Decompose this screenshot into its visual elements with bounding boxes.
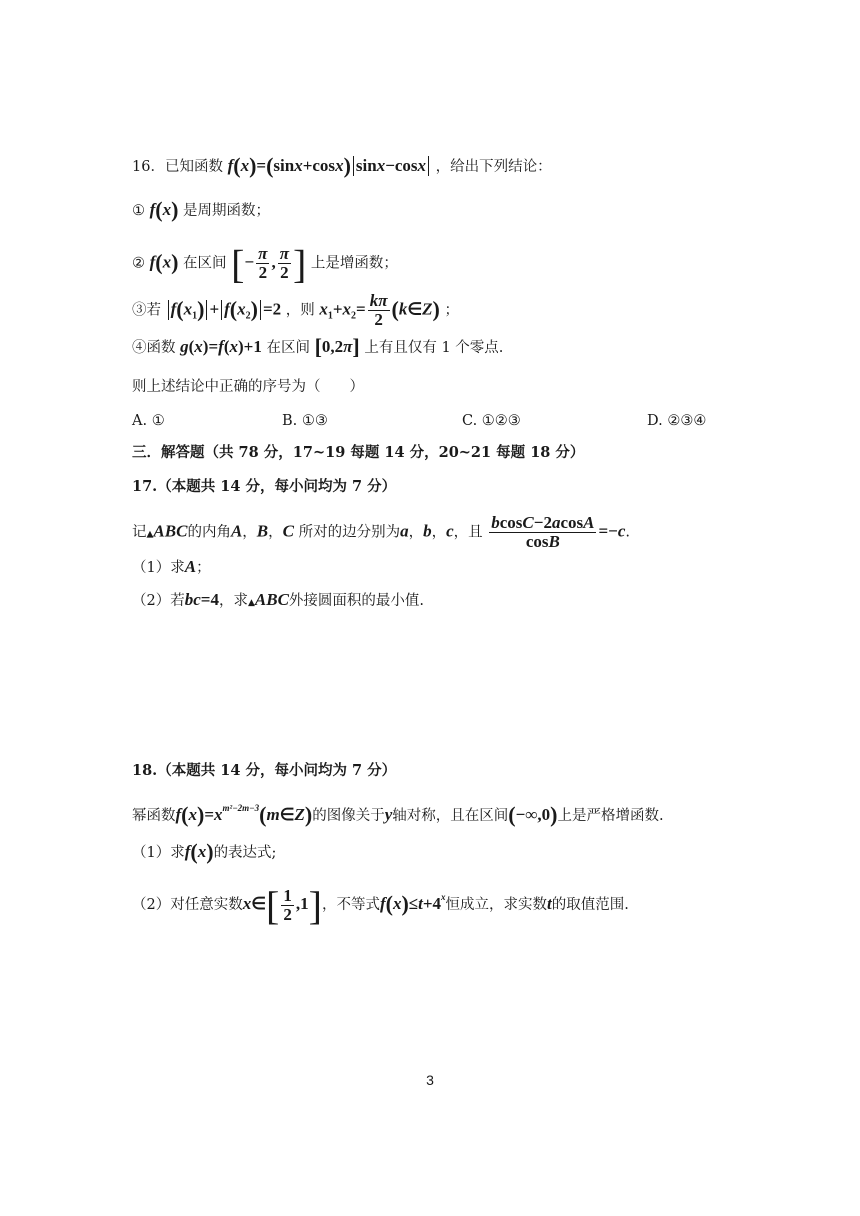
q16-stem-prefix: 16．已知函数	[132, 159, 223, 175]
q17-stem-b: 的内角	[187, 524, 231, 541]
q17-stem: 记▲ABC的内角A，B，C 所对的边分别为a，b，c，且 $\frac{bcosC-2acosA}{\cos B}$ =−c.	[132, 513, 630, 551]
s4-mid: 在区间	[266, 340, 310, 356]
section-heading: 三．解答题（共 78 分，17~19 每题 14 分，20~21 每题 18 分）	[132, 444, 585, 461]
q17-stem-d: ，且	[453, 524, 483, 541]
s2-mid: 在区间	[183, 255, 227, 272]
s4-text: 上有且仅有 1 个零点.	[364, 340, 504, 356]
q18-p1: （1）求	[132, 845, 185, 861]
q17-part-1: （1）求A；	[132, 557, 211, 576]
q18-p2-mid2: 恒成立，求实数	[445, 897, 548, 913]
option-a[interactable]: A. ①	[132, 413, 165, 429]
q16-statement-1: ① f(x) 是周期函数；	[132, 197, 271, 222]
q18-p2: （2）对任意实数	[132, 897, 243, 913]
option-d[interactable]: D. ②③④	[647, 413, 707, 429]
s1-marker: ①	[132, 203, 145, 219]
q18-p1-end: 的表达式;	[213, 845, 277, 861]
q16-statement-4: ④函数 g(x)=f(x)+1 在区间 [0,2π] 上有且仅有 1 个零点.	[132, 334, 504, 359]
q18-stem-c: 轴对称，且在区间	[392, 808, 509, 824]
s2-text: 上是增函数；	[310, 255, 398, 272]
q17-part-2: （2）若bc=4，求▲ABC外接圆面积的最小值.	[132, 590, 425, 609]
option-b[interactable]: B. ①③	[282, 413, 328, 429]
q18-stem: 幂函数$f(x)=x^{m^2-2m-3}(m\in Z)$的图像关于y轴对称，且在区间(−∞,0)上是严格增函数.	[132, 802, 664, 827]
q16-options	[132, 410, 732, 432]
q17-title: 17.（本题共 14 分，每小问均为 7 分）	[132, 478, 397, 495]
s1-text: 是周期函数；	[183, 203, 271, 219]
q16-stem-suffix: ，给出下列结论：	[435, 159, 552, 175]
q18-part-1: （1）求f(x)的表达式;	[132, 839, 277, 864]
q17-p2: （2）若	[132, 593, 185, 609]
formula-f: f	[227, 156, 234, 175]
page-number: 3	[426, 1072, 434, 1088]
q16-ask: 则上述结论中正确的序号为（ ）	[132, 379, 364, 395]
q17-p1: （1）求	[132, 560, 185, 576]
q18-p2-mid: ，不等式	[321, 897, 380, 913]
q17-p2-mid: ，求	[218, 593, 248, 609]
q18-part-2: （2）对任意实数x∈[ $\frac{1}{2}$ ,1]，不等式$f(x)\le t+4^x$恒成立，求实数t的取值范围.	[132, 883, 629, 928]
q18-stem-a: 幂函数	[132, 808, 176, 824]
q18-p2-end: 的取值范围.	[551, 897, 629, 913]
q17-p1-end: ；	[196, 560, 211, 576]
s3-end: ；	[444, 302, 459, 319]
q18-title: 18.（本题共 14 分，每小问均为 7 分）	[132, 762, 397, 779]
q18-stem-b: 的图像关于	[312, 808, 385, 824]
s4-marker: ④函数	[132, 340, 176, 356]
q16-statement-3: ③若 $f(x_1) + f(x_2) =2$ ，则 $x_1+x_2=$ $\frac{k\pi}{2}$ (k∈Z) ；	[132, 291, 459, 329]
s3-mid: ，则	[285, 302, 315, 319]
s2-marker: ②	[132, 255, 145, 272]
option-c[interactable]: C. ①②③	[462, 413, 521, 429]
q16-stem: 16．已知函数 f(x)=(sinx+cosx) sinx−cosx ，给出下列结论：	[132, 153, 552, 178]
s3-marker: ③若	[132, 302, 161, 319]
q16-statement-2: ② f(x) 在区间 [− $\frac{\pi}{2}$ , $\frac{\pi}{2}$ ] 上是增函数；	[132, 241, 398, 287]
q17-p2-end: 外接圆面积的最小值.	[288, 593, 425, 609]
q18-stem-d: 上是严格增函数.	[557, 808, 664, 824]
q17-stem-c: 所对的边分别为	[298, 524, 401, 541]
q17-stem-a: 记	[132, 524, 147, 541]
